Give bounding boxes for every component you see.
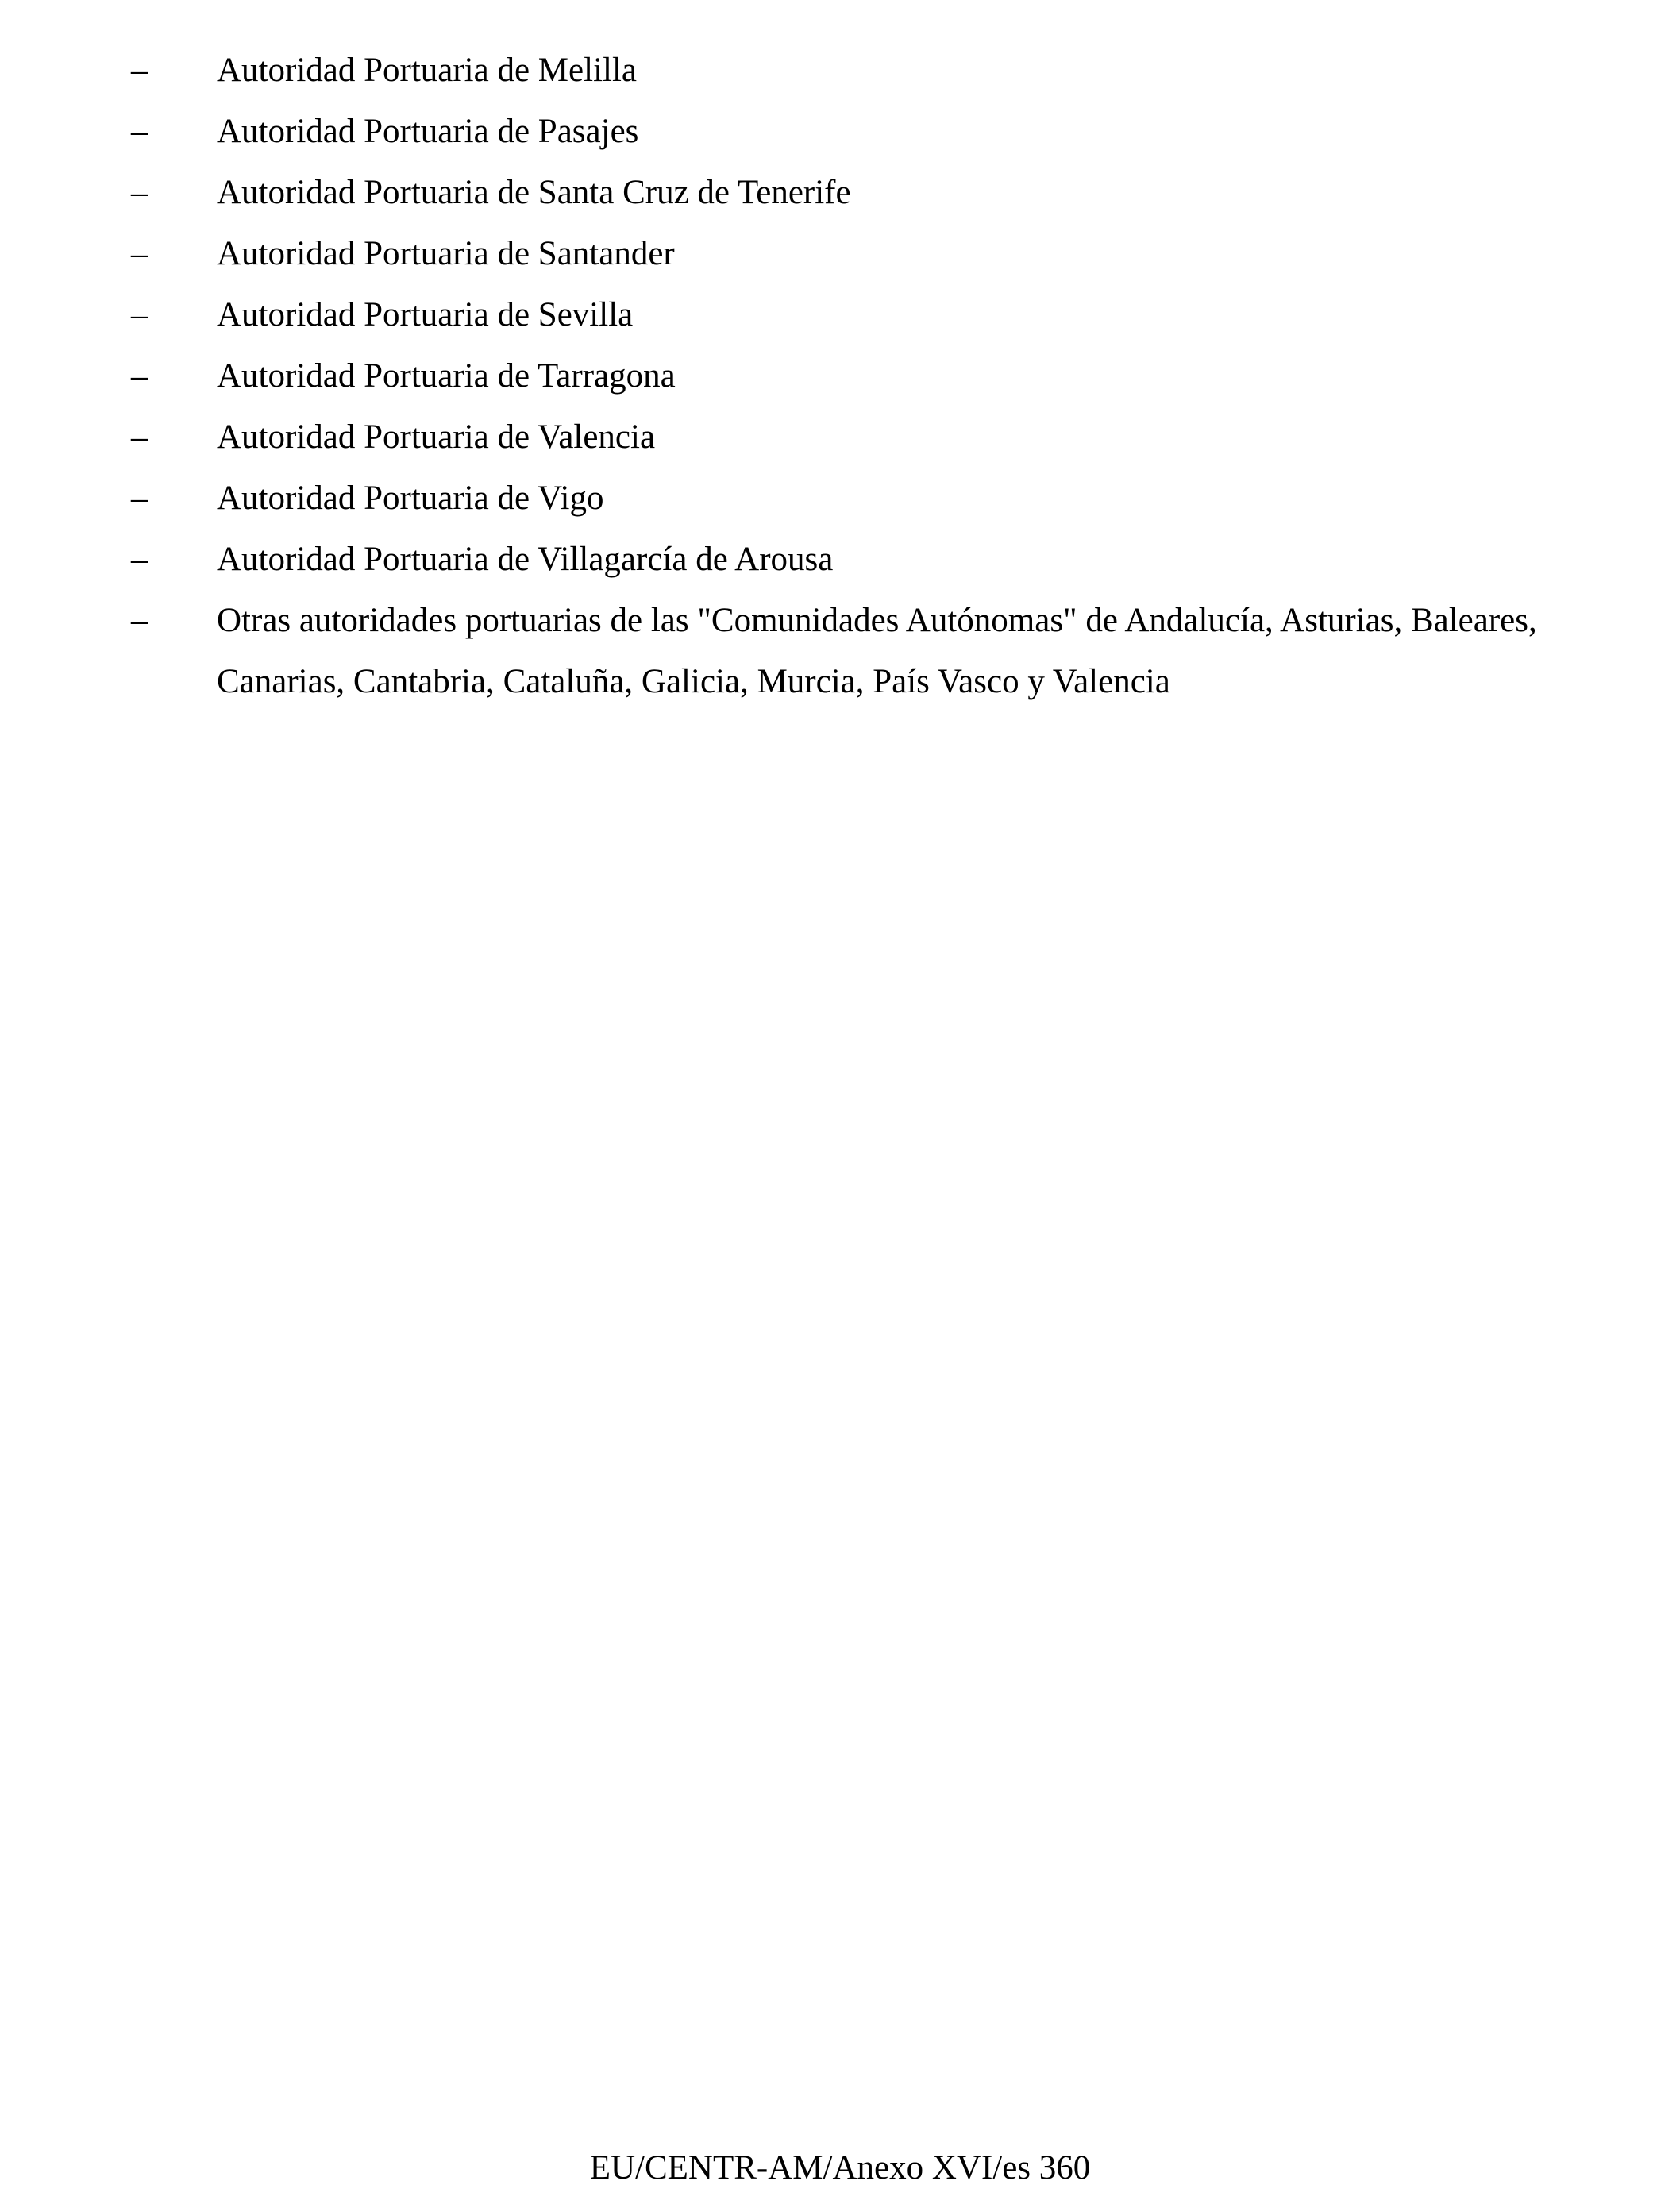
list-bullet: – [131, 541, 148, 578]
list-item [131, 162, 1560, 223]
list-bullet: – [131, 418, 148, 456]
list-bullet: – [131, 174, 148, 211]
list-item-text: Autoridad Portuaria de Villagarcía de Arousa [217, 541, 834, 578]
list-bullet: – [131, 357, 148, 395]
page-footer-reference: EU/CENTR-AM/Anexo XVI/es 360 [589, 2149, 1091, 2187]
list-item-text: Autoridad Portuaria de Pasajes [217, 113, 639, 150]
list-item [131, 345, 1560, 407]
list-bullet: – [131, 480, 148, 517]
list-item [131, 101, 1560, 162]
list-item-text: Autoridad Portuaria de Melilla [217, 52, 637, 89]
list-item [131, 223, 1560, 284]
list-item-text: Autoridad Portuaria de Tarragona [217, 357, 676, 395]
list-item-text: Otras autoridades portuarias de las "Comunidades Autónomas" de Andalucía, Asturias, Baleares, Canarias, Cantabria, Cataluña, Galicia, Murcia, País Vasco y Valencia [217, 602, 1537, 700]
list-bullet: – [131, 235, 148, 272]
list-bullet: – [131, 52, 148, 89]
list-item [131, 529, 1560, 590]
list-item [131, 468, 1560, 529]
list-item-text: Autoridad Portuaria de Sevilla [217, 296, 634, 333]
list-item [131, 40, 1560, 101]
port-authority-list [131, 40, 1560, 712]
list-item-text: Autoridad Portuaria de Vigo [217, 480, 604, 517]
list-item-text: Autoridad Portuaria de Valencia [217, 418, 656, 456]
list-item-text: Autoridad Portuaria de Santa Cruz de Tenerife [217, 174, 851, 211]
list-bullet: – [131, 296, 148, 333]
list-item-text: Autoridad Portuaria de Santander [217, 235, 675, 272]
list-item [131, 590, 1560, 712]
list-item [131, 407, 1560, 468]
list-item [131, 284, 1560, 345]
list-bullet: – [131, 602, 148, 639]
list-bullet: – [131, 113, 148, 150]
